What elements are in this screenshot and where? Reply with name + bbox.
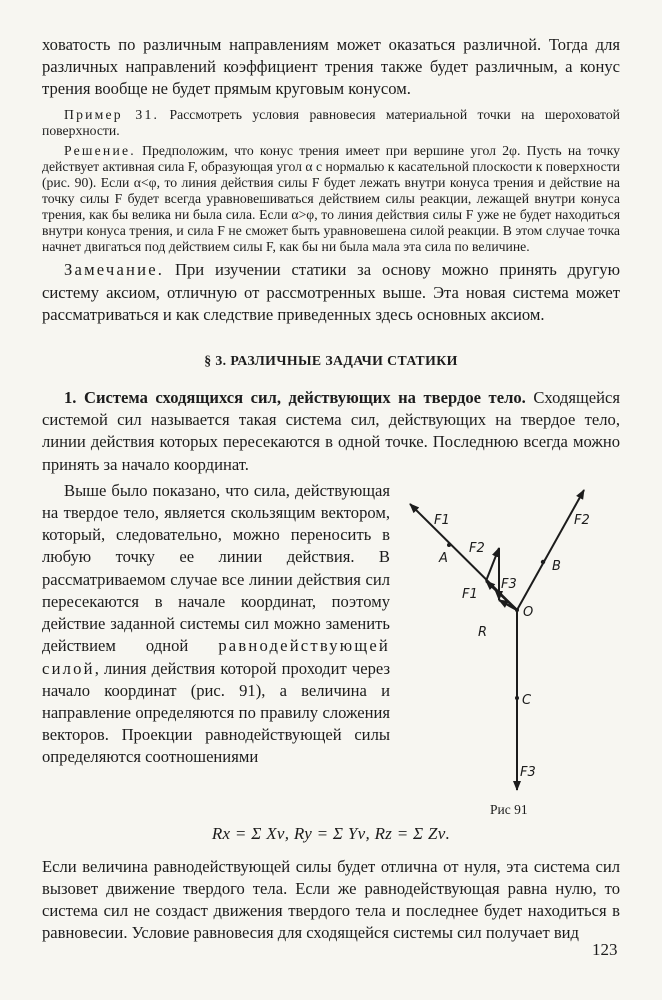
remark-label: Замечание. (64, 260, 165, 280)
figure-caption: Рис 91 (490, 801, 528, 817)
text-with-figure (42, 387, 620, 844)
force-diagram (402, 480, 620, 824)
point-b (541, 560, 545, 564)
example-text: Рассмотреть условия равновесия материальной точки на шероховатой поверхности. (42, 106, 620, 138)
example-paragraph (42, 107, 620, 139)
solution-paragraph (42, 143, 620, 256)
resultant-text-a: Выше было показано, что сила, действующая на твердое тело, является скользящим вектором, который, следовательно, можно переносить в любую точку ее линии действия. В рассматриваемом случае все линии действия сил пересекаются в начале координат, поэтому действие заданной системы сил можно заменить действием одной (42, 480, 390, 656)
label-f3-bottom: F3 (520, 764, 536, 780)
section-title: § 3. РАЗЛИЧНЫЕ ЗАДАЧИ СТАТИКИ (204, 353, 458, 369)
subsection-text-a: Сходящейся системой сил называется такая система сил, действующих на твердое тело, линии действия которых пересекаются в одной точке. Последнюю всегда можно принять за начало координат. (42, 388, 621, 474)
paragraph-final: Если величина равнодействующей силы будет отлична от нуля, эта система сил вызовет движение твердого тела. Если же равнодействующая равна нулю, то система сил не создаст движения твердого тела и последнее будет находиться в равновесии. Условие равновесия для сходящейся системы сил получает вид (42, 856, 620, 943)
solution-text: Предположим, что конус трения имеет при вершине угол 2φ. Пусть на точку действует активная сила F, образующая угол α с нормалью к касательной плоскости к поверхности (рис. 90). Если α<φ, то линия действия силы F будет лежать внутри конуса трения и действие на точку силы F будет всегда уравновешиваться действием силы реакции, лежащей внутри конуса трения, как бы велика ни была сила. Если α>φ, то линия действия силы F уже не будет находиться внутри конуса трения, и сила F не сможет быть уравновешена силой реакции. В этом случае точка начнет двигаться под действием силы F, как бы ни была мала эта сила по величине. (42, 142, 620, 255)
small-f2-vector (486, 548, 499, 581)
point-o (515, 608, 519, 612)
label-f3-mid: F3 (501, 576, 517, 592)
example-label: Пример 31. (64, 106, 160, 122)
figure-91 (402, 480, 620, 824)
page-number: 123 (592, 940, 618, 959)
label-f2-mid: F2 (469, 540, 485, 556)
point-c (515, 696, 519, 700)
label-f2-top: F2 (574, 512, 590, 528)
subsection-paragraph (42, 387, 620, 476)
point-a (447, 543, 451, 547)
resultant-spaced-term: равнодействующей силой (42, 636, 390, 678)
resultant-text-b: , линия действия которой проходит через начало координат (рис. 91), а величина и направление определяются по правилу сложения векторов. Проекции равнодействующей силы определяются соотношениями (42, 658, 390, 767)
remark-text: При изучении статики за основу можно принять другую систему аксиом, отличную от рассмотренных выше. Эта новая система может рассматриваться и как следствие приведенных здесь основных аксиом. (42, 260, 620, 324)
label-f1-top: F1 (434, 512, 450, 528)
label-f1-mid: F1 (462, 586, 478, 602)
remark-paragraph (42, 259, 620, 326)
force-f2-line (517, 490, 584, 610)
solution-label: Решение. (64, 142, 136, 158)
label-r: R (478, 624, 488, 640)
subsection-heading: 1. Система сходящихся сил, действующих на твердое тело. (64, 388, 526, 408)
paragraph-intro: ховатость по различным направлениям может оказаться различной. Тогда для различных направлений коэффициент трения также будет различным, а конус трения вообще не будет прямым круговым конусом. (42, 35, 620, 99)
label-c: C (522, 692, 532, 708)
label-a: A (439, 550, 448, 566)
label-o: O (523, 604, 534, 620)
label-b: B (552, 558, 561, 574)
resultant-formula: Rx = Σ Xν, Ry = Σ Yν, Rz = Σ Zν. (211, 823, 451, 843)
page-content (42, 34, 620, 945)
